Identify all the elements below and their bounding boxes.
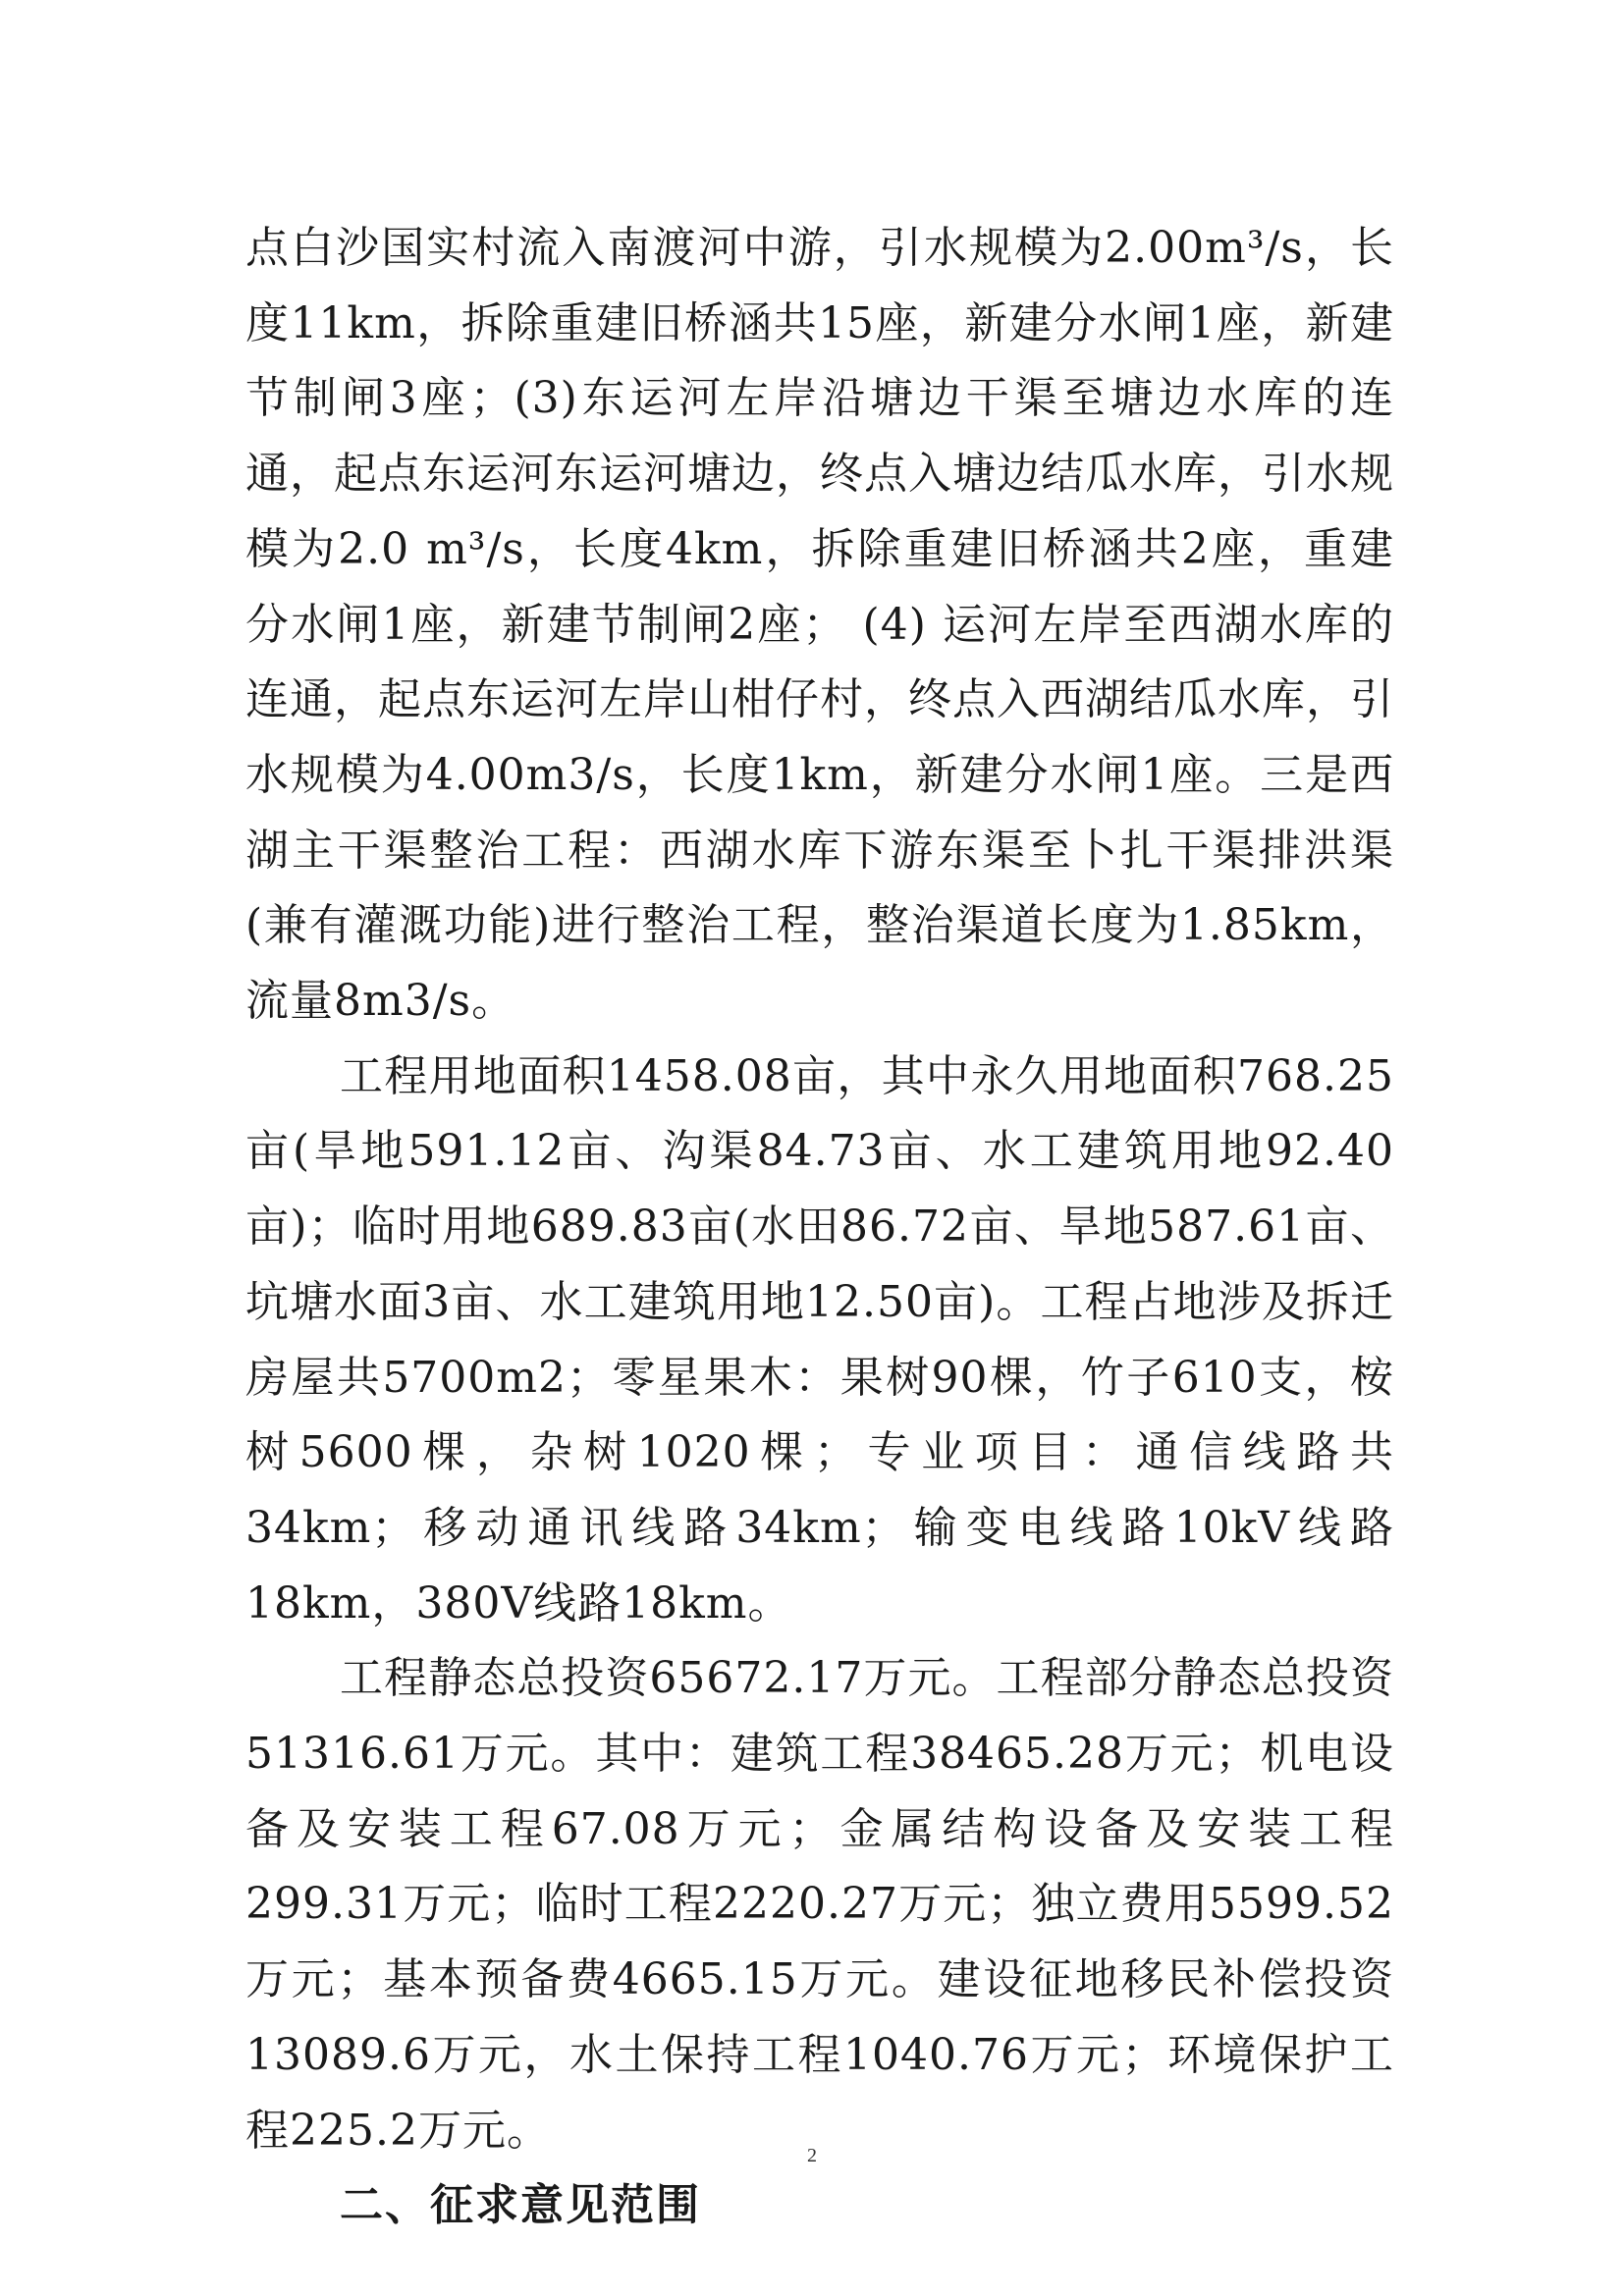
paragraph-investment: 工程静态总投资65672.17万元。工程部分静态总投资51316.61万元。其中：建筑工程38465.28万元；机电设备及安装工程67.08万元；金属结构设备及安装工程299.31万元；临时工程2220.27万元；独立费用5599.52万元；基本预备费4665.15万元。建设征地移民补偿投资13089.6万元，水土保持工程1040.76万元；环境保护工程225.2万元。 [245,1653,1394,2156]
document-body [245,211,1394,2244]
page-number: 2 [807,2145,817,2166]
paragraph-land-use: 工程用地面积1458.08亩，其中永久用地面积768.25亩(旱地591.12亩、沟渠84.73亩、水工建筑用地92.40亩)；临时用地689.83亩(水田86.72亩、旱地587.61亩、坑塘水面3亩、水工建筑用地12.50亩)。工程占地涉及拆迁房屋共5700m2；零星果木：果树90棵，竹子610支，桉树5600棵，杂树1020棵；专业项目：通信线路共34km；移动通讯线路34km；输变电线路10kV线路18km，380V线路18km。 [245,1050,1394,1629]
section-heading: 二、征求意见范围 [340,2180,701,2231]
paragraph-project-scope: 点白沙国实村流入南渡河中游，引水规模为2.00m³/s，长度11km，拆除重建旧桥涵共15座，新建分水闸1座，新建节制闸3座；(3)东运河左岸沿塘边干渠至塘边水库的连通，起点东运河东运河塘边，终点入塘边结瓜水库，引水规模为2.0 m³/s，长度4km，拆除重建旧桥涵共2座，重建分水闸1座，新建节制闸2座； (4) 运河左岸至西湖水库的连通，起点东运河左岸山柑仔村，终点入西湖结瓜水库，引水规模为4.00m3/s，长度1km，新建分水闸1座。三是西湖主干渠整治工程：西湖水库下游东渠至卜扎干渠排洪渠(兼有灌溉功能)进行整治工程，整治渠道长度为1.85km，流量8m3/s。 [245,223,1394,1027]
